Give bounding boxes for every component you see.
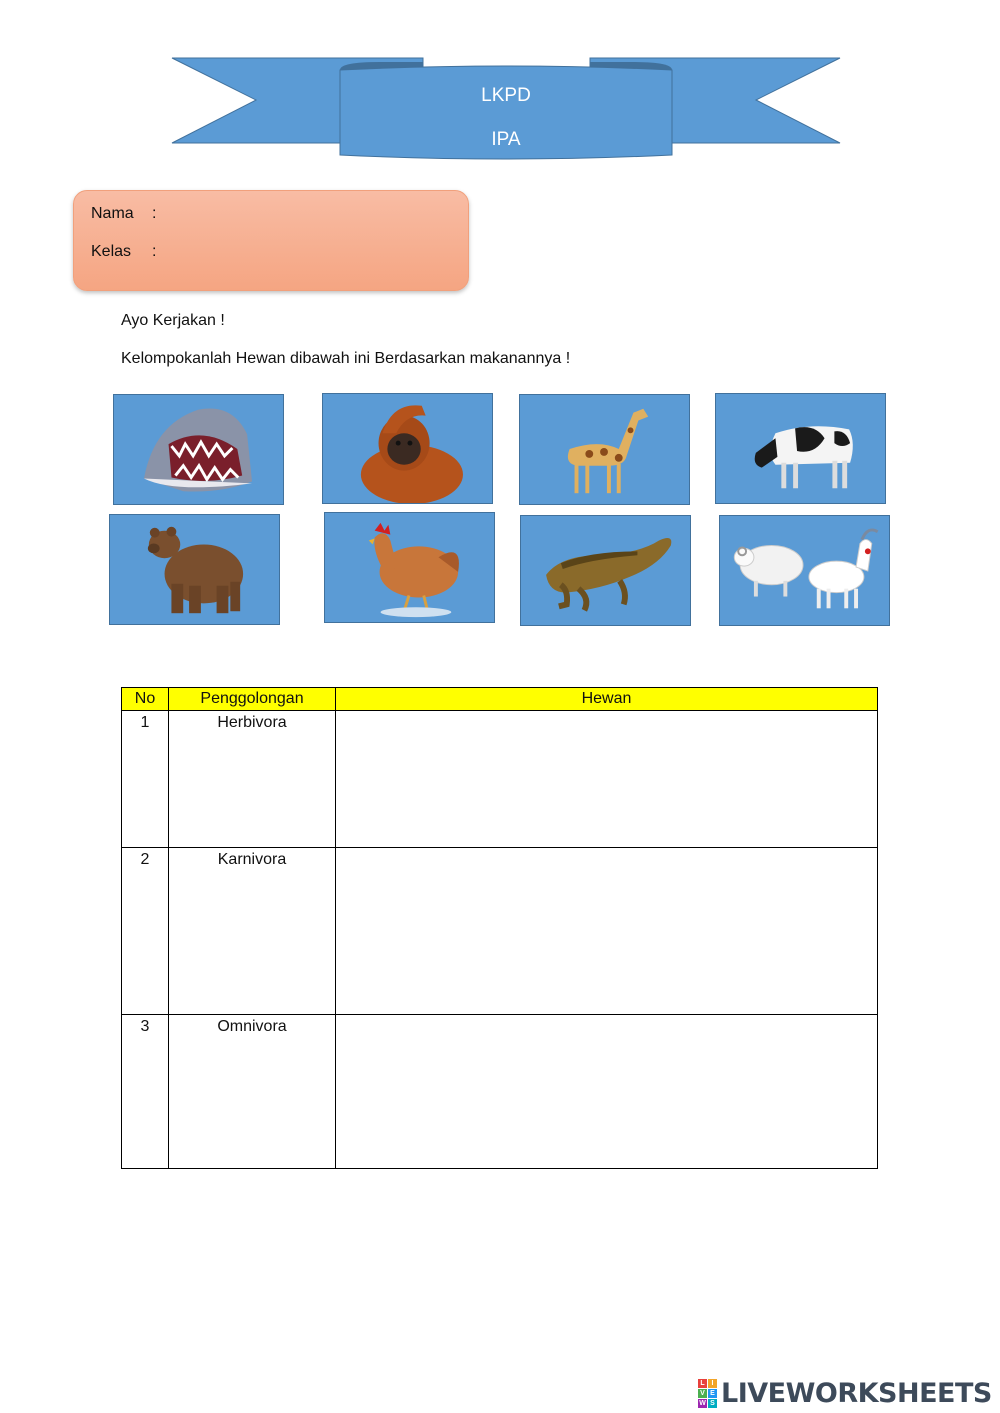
chicken-card[interactable] bbox=[324, 512, 495, 623]
crocodile-image bbox=[521, 516, 690, 625]
liveworksheets-logo bbox=[698, 1377, 992, 1409]
table-row bbox=[122, 1015, 878, 1169]
bear-image bbox=[110, 515, 279, 624]
class-label: Kelas bbox=[91, 243, 132, 260]
row-group: Karnivora bbox=[169, 848, 336, 1015]
row-number: 2 bbox=[122, 848, 169, 1015]
classification-table bbox=[121, 687, 878, 1169]
banner-title-lkpd: LKPD bbox=[481, 85, 531, 106]
name-label: Nama bbox=[91, 205, 134, 222]
table-row bbox=[122, 711, 878, 848]
table-row bbox=[122, 848, 878, 1015]
giraffe-card[interactable] bbox=[519, 394, 690, 505]
logo-mark-icon: L I V E W S bbox=[698, 1379, 717, 1408]
header-animals: Hewan bbox=[336, 688, 878, 711]
sheep-and-goat-image bbox=[720, 516, 889, 625]
header-group: Penggolongan bbox=[169, 688, 336, 711]
cow-card[interactable] bbox=[715, 393, 886, 504]
instruction-text: Kelompokanlah Hewan dibawah ini Berdasarkan makanannya ! bbox=[121, 350, 571, 367]
banner-title-ipa: IPA bbox=[491, 129, 521, 150]
animals-answer-cell[interactable] bbox=[336, 711, 878, 848]
name-colon: : bbox=[152, 205, 157, 222]
table-header-row bbox=[122, 688, 878, 711]
class-colon: : bbox=[152, 243, 157, 260]
shark-card[interactable] bbox=[113, 394, 284, 505]
bear-card[interactable] bbox=[109, 514, 280, 625]
orangutan-card[interactable] bbox=[322, 393, 493, 504]
instruction-heading: Ayo Kerjakan ! bbox=[121, 312, 225, 329]
identity-box bbox=[73, 190, 469, 291]
animals-answer-cell[interactable] bbox=[336, 1015, 878, 1169]
crocodile-card[interactable] bbox=[520, 515, 691, 626]
row-group: Omnivora bbox=[169, 1015, 336, 1169]
sheep-goat-card[interactable] bbox=[719, 515, 890, 626]
orangutan-image bbox=[323, 394, 492, 503]
giraffe-image bbox=[520, 395, 689, 504]
logo-text: LIVEWORKSHEETS bbox=[721, 1377, 992, 1409]
chicken-image bbox=[325, 513, 494, 622]
shark-image bbox=[114, 395, 283, 504]
animals-answer-cell[interactable] bbox=[336, 848, 878, 1015]
row-number: 1 bbox=[122, 711, 169, 848]
cow-image bbox=[716, 394, 885, 503]
row-number: 3 bbox=[122, 1015, 169, 1169]
row-group: Herbivora bbox=[169, 711, 336, 848]
header-no: No bbox=[122, 688, 169, 711]
